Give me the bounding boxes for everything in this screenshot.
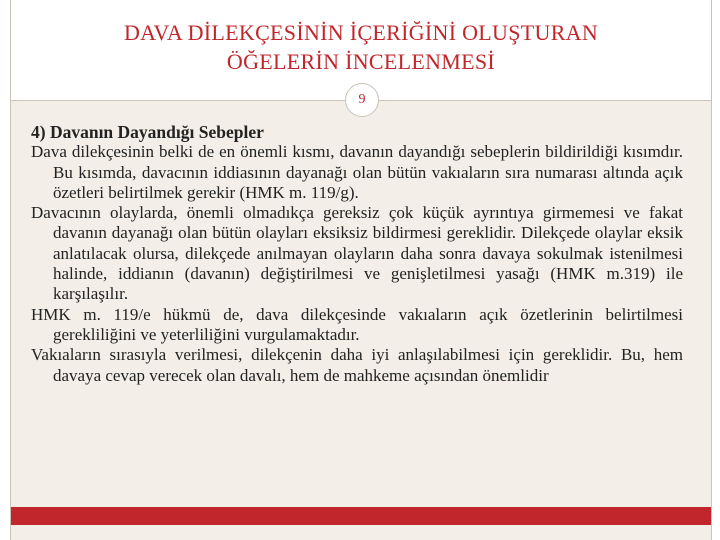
slide <box>10 0 712 540</box>
body-paragraph: Dava dilekçesinin belki de en önemli kısmı, davanın dayandığı sebeplerin bildirildiği kısımdır. Bu kısımda, davacının iddiasının dayanağı olan bütün vakıaların sıra numarası altında açık özetleri belirtilmek gerekir (HMK m. 119/g). <box>31 142 683 202</box>
section-heading: 4) Davanın Dayandığı Sebepler <box>31 122 264 142</box>
slide-title-line-2: ÖĞELERİN İNCELENMESİ <box>226 49 496 74</box>
footer-bar <box>11 507 711 525</box>
slide-title-line-1: DAVA DİLEKÇESİNİN İÇERİĞİNİ OLUŞTURAN <box>123 20 599 45</box>
body-paragraph: HMK m. 119/e hükmü de, dava dilekçesinde vakıaların açık özetlerinin belirtilmesi gerekliliğini ve yeterliliğini vurgulamaktadır. <box>31 304 683 344</box>
body-paragraph: Vakıaların sırasıyla verilmesi, dilekçenin daha iyi anlaşılabilmesi için gereklidir. Bu, hem davaya cevap verecek olan davalı, hem de mahkeme açısından önemlidir <box>31 345 683 385</box>
slide-body <box>31 122 683 386</box>
slide-title <box>11 0 711 76</box>
body-paragraph: Davacının olaylarda, önemli olmadıkça gereksiz çok küçük ayrıntıya girmemesi ve fakat davanın dayanağı olan bütün olayları eksiksiz bildirmesi gereklidir. Dilekçede olaylar eksik anlatılacak olursa, dilekçede anılmayan olayların daha sonra davaya sokulmak istenilmesi halinde, iddianın (davanın) değiştirilmesi ve genişletilmesi yasağı (HMK m.319) ile karşılaşılır. <box>31 203 683 304</box>
page-number-badge: 9 <box>345 83 379 117</box>
